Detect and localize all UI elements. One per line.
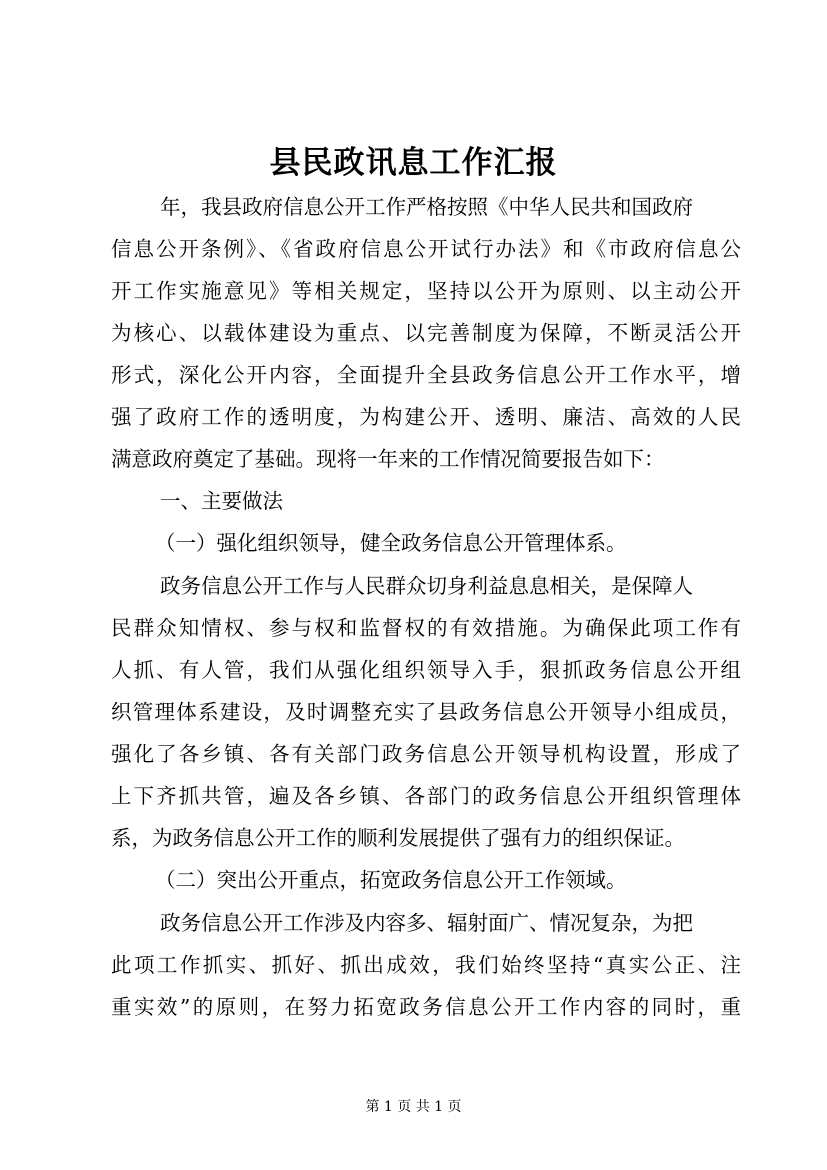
document-title: 县民政讯息工作汇报 — [269, 145, 558, 181]
paragraph-1-line-7: 满意政府奠定了基础。现将一年来的工作情况简要报告如下： — [111, 447, 665, 471]
paragraph-1-line-1: 年，我县政府信息公开工作严格按照《中华人民共和国政府 — [160, 195, 693, 219]
paragraph-2-line-5: 强化了各乡镇、各有关部门政务信息公开领导机构设置，形成了 — [111, 742, 741, 766]
paragraph-1-line-6: 强了政府工作的透明度，为构建公开、透明、廉洁、高效的人民 — [111, 405, 741, 429]
paragraph-1-line-5: 形式，深化公开内容，全面提升全县政务信息公开工作水平，增 — [111, 363, 741, 387]
paragraph-1-line-4: 为核心、以载体建设为重点、以完善制度为保障，不断灵活公开 — [111, 321, 741, 345]
paragraph-3-line-3: 重实效”的原则，在努力拓宽政务信息公开工作内容的同时，重 — [111, 995, 741, 1019]
paragraph-2-line-2: 民群众知情权、参与权和监督权的有效措施。为确保此项工作有 — [111, 616, 741, 640]
subsection-heading-1: （一）强化组织领导，健全政务信息公开管理体系。 — [155, 531, 627, 555]
paragraph-1-line-3: 开工作实施意见》等相关规定，坚持以公开为原则、以主动公开 — [111, 279, 741, 303]
paragraph-2-line-4: 织管理体系建设，及时调整充实了县政务信息公开领导小组成员， — [111, 700, 741, 724]
paragraph-2-line-1: 政务信息公开工作与人民群众切身利益息息相关，是保障人 — [160, 574, 693, 598]
subsection-heading-2: （二）突出公开重点，拓宽政务信息公开工作领域。 — [155, 868, 627, 892]
paragraph-2-line-7: 系，为政务信息公开工作的顺利发展提供了强有力的组织保证。 — [111, 826, 685, 850]
paragraph-1-line-2: 信息公开条例》、《省政府信息公开试行办法》和《市政府信息公 — [111, 237, 741, 261]
page-number-footer: 第 1 页 共 1 页 — [365, 1099, 462, 1115]
paragraph-3-line-1: 政务信息公开工作涉及内容多、辐射面广、情况复杂，为把 — [160, 911, 693, 935]
section-heading-main-practices: 一、主要做法 — [160, 489, 283, 513]
paragraph-3-line-2: 此项工作抓实、抓好、抓出成效，我们始终坚持“真实公正、注 — [111, 953, 741, 977]
paragraph-2-line-6: 上下齐抓共管，遍及各乡镇、各部门的政务信息公开组织管理体 — [111, 784, 741, 808]
paragraph-2-line-3: 人抓、有人管，我们从强化组织领导入手，狠抓政务信息公开组 — [111, 658, 741, 682]
